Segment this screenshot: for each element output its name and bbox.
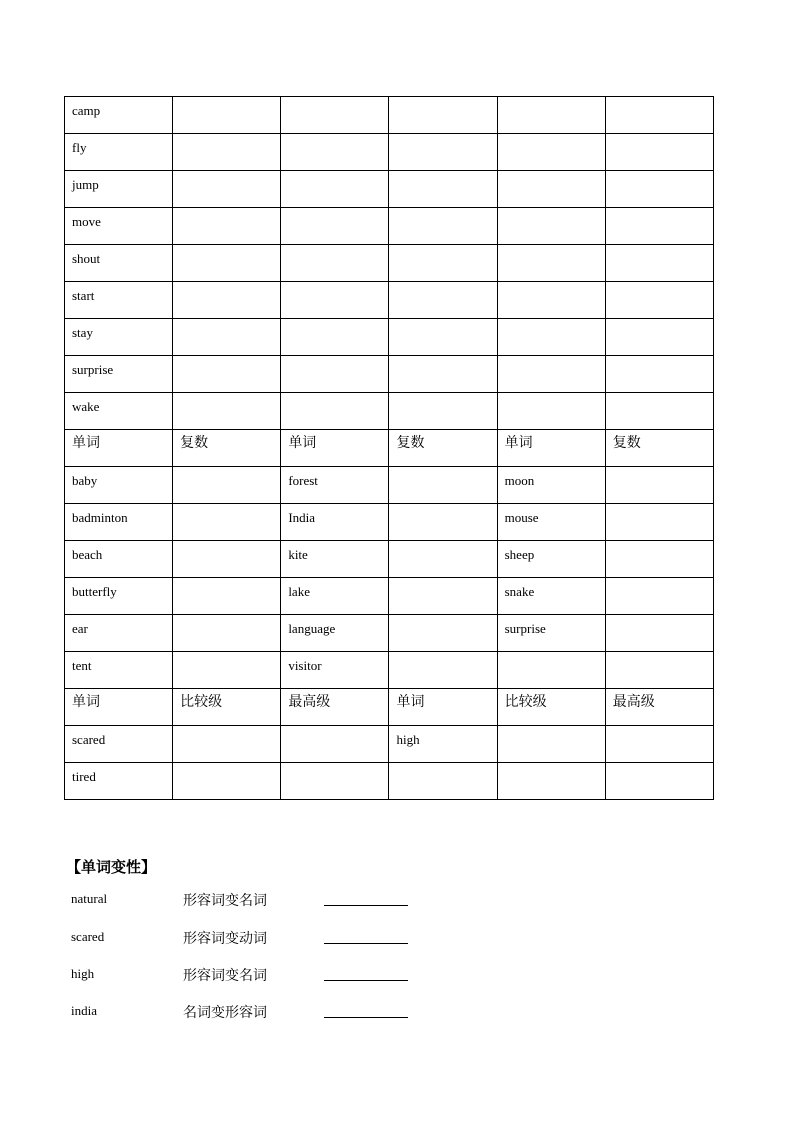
answer-cell[interactable]: [173, 97, 281, 134]
table-row: [65, 208, 714, 245]
answer-cell[interactable]: [497, 171, 605, 208]
word-cell: language: [281, 615, 389, 652]
word-cell: beach: [65, 541, 173, 578]
word-cell: stay: [65, 319, 173, 356]
table-row: [65, 97, 714, 134]
header-cell: 单词: [497, 430, 605, 467]
word-cell: scared: [65, 726, 173, 763]
word-cell: tired: [65, 763, 173, 800]
word-cell: move: [65, 208, 173, 245]
answer-cell[interactable]: [173, 504, 281, 541]
conversion-description: 形容词变名词: [183, 968, 267, 984]
answer-cell[interactable]: [389, 615, 497, 652]
answer-cell[interactable]: [605, 393, 713, 430]
answer-cell[interactable]: [497, 319, 605, 356]
word-cell: badminton: [65, 504, 173, 541]
word-cell: shout: [65, 245, 173, 282]
table-row: [65, 726, 714, 763]
answer-cell[interactable]: [497, 134, 605, 171]
table-row: [65, 282, 714, 319]
header-cell: 单词: [389, 689, 497, 726]
word-cell: snake: [497, 578, 605, 615]
answer-cell[interactable]: [605, 134, 713, 171]
answer-cell[interactable]: [497, 208, 605, 245]
word-cell: ear: [65, 615, 173, 652]
header-cell: 单词: [65, 430, 173, 467]
word-cell: baby: [65, 467, 173, 504]
answer-cell[interactable]: [605, 467, 713, 504]
answer-cell[interactable]: [497, 97, 605, 134]
answer-cell[interactable]: [605, 97, 713, 134]
conversion-row: [71, 929, 471, 949]
word-cell: start: [65, 282, 173, 319]
answer-cell[interactable]: [281, 726, 389, 763]
answer-cell[interactable]: [173, 393, 281, 430]
table-row: [65, 393, 714, 430]
word-cell: India: [281, 504, 389, 541]
word-cell: tent: [65, 652, 173, 689]
header-cell: 单词: [65, 689, 173, 726]
answer-cell[interactable]: [605, 208, 713, 245]
answer-cell[interactable]: [389, 282, 497, 319]
conversion-word: high: [71, 966, 95, 981]
conversion-word: natural: [71, 891, 108, 906]
answer-cell[interactable]: [605, 504, 713, 541]
answer-cell[interactable]: [281, 282, 389, 319]
conversion-row: [71, 1003, 471, 1023]
answer-cell[interactable]: [497, 652, 605, 689]
word-cell: camp: [65, 97, 173, 134]
answer-cell[interactable]: [605, 726, 713, 763]
header-cell: 比较级: [497, 689, 605, 726]
header-cell: 比较级: [173, 689, 281, 726]
vocabulary-table: [64, 96, 714, 800]
answer-cell[interactable]: [173, 171, 281, 208]
answer-cell[interactable]: [281, 763, 389, 800]
answer-cell[interactable]: [173, 319, 281, 356]
answer-cell[interactable]: [281, 97, 389, 134]
header-cell: 最高级: [605, 689, 713, 726]
word-cell: butterfly: [65, 578, 173, 615]
table-row: [65, 763, 714, 800]
answer-cell[interactable]: [281, 208, 389, 245]
answer-cell[interactable]: [605, 652, 713, 689]
answer-cell[interactable]: [389, 171, 497, 208]
answer-cell[interactable]: [497, 763, 605, 800]
answer-cell[interactable]: [605, 356, 713, 393]
table-row: [65, 615, 714, 652]
answer-cell[interactable]: [497, 726, 605, 763]
answer-cell[interactable]: [173, 467, 281, 504]
header-cell: 复数: [605, 430, 713, 467]
conversion-word: scared: [71, 929, 105, 944]
answer-cell[interactable]: [281, 134, 389, 171]
answer-cell[interactable]: [389, 97, 497, 134]
word-cell: sheep: [497, 541, 605, 578]
word-cell: mouse: [497, 504, 605, 541]
answer-cell[interactable]: [389, 393, 497, 430]
word-cell: forest: [281, 467, 389, 504]
answer-cell[interactable]: [497, 245, 605, 282]
table-row: [65, 541, 714, 578]
answer-cell[interactable]: [173, 134, 281, 171]
table-row: [65, 171, 714, 208]
header-cell: 单词: [281, 430, 389, 467]
conversion-word: india: [71, 1003, 97, 1018]
answer-cell[interactable]: [389, 763, 497, 800]
answer-cell[interactable]: [605, 319, 713, 356]
answer-cell[interactable]: [605, 245, 713, 282]
conversion-row: [71, 891, 471, 911]
answer-cell[interactable]: [173, 282, 281, 319]
answer-blank[interactable]: [324, 980, 408, 981]
table-row: [65, 245, 714, 282]
table-header-row: [65, 689, 714, 726]
answer-cell[interactable]: [173, 578, 281, 615]
answer-blank[interactable]: [324, 943, 408, 944]
conversion-row: [71, 966, 471, 986]
word-cell: jump: [65, 171, 173, 208]
answer-cell[interactable]: [389, 356, 497, 393]
answer-blank[interactable]: [324, 905, 408, 906]
word-cell: moon: [497, 467, 605, 504]
answer-cell[interactable]: [497, 356, 605, 393]
answer-cell[interactable]: [389, 245, 497, 282]
answer-cell[interactable]: [389, 208, 497, 245]
answer-cell[interactable]: [281, 245, 389, 282]
answer-cell[interactable]: [497, 282, 605, 319]
word-cell: surprise: [65, 356, 173, 393]
section-title-word-conversion: 【单词变性】: [66, 858, 157, 876]
answer-cell[interactable]: [605, 578, 713, 615]
answer-cell[interactable]: [281, 319, 389, 356]
table-row: [65, 356, 714, 393]
word-cell: surprise: [497, 615, 605, 652]
answer-cell[interactable]: [605, 171, 713, 208]
answer-cell[interactable]: [173, 652, 281, 689]
answer-cell[interactable]: [605, 541, 713, 578]
answer-cell[interactable]: [389, 467, 497, 504]
answer-cell[interactable]: [281, 393, 389, 430]
conversion-description: 形容词变动词: [183, 931, 267, 947]
answer-cell[interactable]: [389, 319, 497, 356]
answer-cell[interactable]: [605, 615, 713, 652]
answer-cell[interactable]: [281, 356, 389, 393]
header-cell: 复数: [389, 430, 497, 467]
answer-cell[interactable]: [389, 652, 497, 689]
table-row: [65, 504, 714, 541]
word-cell: lake: [281, 578, 389, 615]
header-cell: 最高级: [281, 689, 389, 726]
answer-cell[interactable]: [173, 245, 281, 282]
answer-cell[interactable]: [605, 282, 713, 319]
table-row: [65, 467, 714, 504]
table-row: [65, 652, 714, 689]
answer-cell[interactable]: [173, 356, 281, 393]
answer-cell[interactable]: [389, 504, 497, 541]
answer-cell[interactable]: [173, 541, 281, 578]
word-cell: fly: [65, 134, 173, 171]
word-cell: kite: [281, 541, 389, 578]
table-row: [65, 578, 714, 615]
table-row: [65, 319, 714, 356]
word-cell: wake: [65, 393, 173, 430]
word-cell: high: [389, 726, 497, 763]
answer-cell[interactable]: [389, 578, 497, 615]
answer-cell[interactable]: [173, 763, 281, 800]
answer-cell[interactable]: [389, 134, 497, 171]
answer-cell[interactable]: [389, 541, 497, 578]
header-cell: 复数: [173, 430, 281, 467]
answer-cell[interactable]: [173, 726, 281, 763]
table-row: [65, 134, 714, 171]
answer-cell[interactable]: [605, 763, 713, 800]
answer-cell[interactable]: [173, 615, 281, 652]
conversion-description: 名词变形容词: [183, 1005, 267, 1021]
conversion-description: 形容词变名词: [183, 893, 267, 909]
answer-cell[interactable]: [281, 171, 389, 208]
answer-cell[interactable]: [497, 393, 605, 430]
word-cell: visitor: [281, 652, 389, 689]
answer-cell[interactable]: [173, 208, 281, 245]
table-header-row: [65, 430, 714, 467]
answer-blank[interactable]: [324, 1017, 408, 1018]
